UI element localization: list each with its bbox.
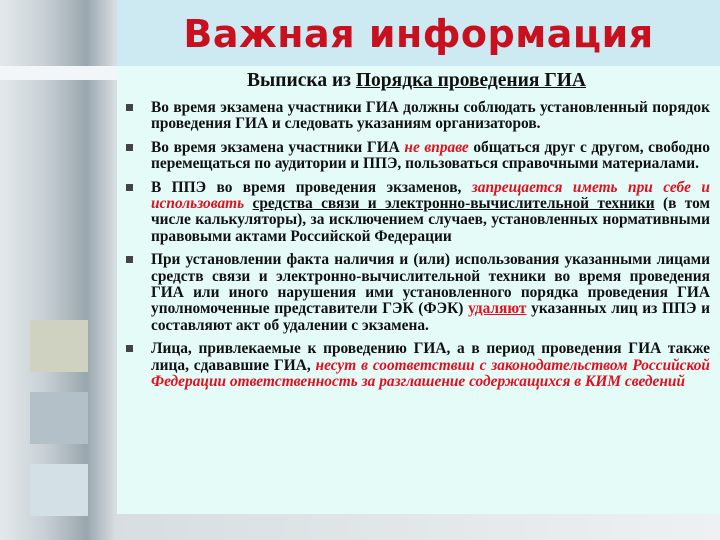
square-bullet-icon: [126, 144, 133, 151]
item-text: При установлении факта наличия и (или) использования указанными лицами средств связи и электронно-вычислительной техники во время проведения ГИА или иного нарушения ими установленного порядка проведения ГИА уполномоченные представители ГЭК (ФЭК): [151, 251, 710, 318]
decorative-square: [30, 464, 88, 516]
item-text: указанных лиц из ППЭ и составляют акт об удалении с экзамена.: [151, 300, 710, 334]
list-item: [123, 341, 710, 390]
square-bullet-icon: [126, 345, 133, 352]
content-panel: [117, 66, 720, 514]
subtitle-document-name: Порядка проведения ГИА: [355, 70, 586, 91]
subtitle-prefix: Выписка из: [247, 70, 356, 91]
list-item: [123, 252, 710, 334]
list-item: [123, 100, 710, 133]
item-underlined: средства связи и электронно-вычислительной техники: [252, 195, 655, 213]
rules-list: [123, 100, 710, 391]
item-emphasis: удаляют: [468, 300, 527, 318]
item-text: (в том числе калькуляторы), за исключением случаев, установленных нормативными правовыми актами Российской Федерации: [151, 195, 710, 245]
list-item: [123, 140, 710, 173]
square-bullet-icon: [126, 104, 133, 111]
item-text: Во время экзамена участники ГИА: [151, 138, 405, 156]
square-bullet-icon: [126, 256, 133, 263]
item-text: Лица, привлекаемые к проведению ГИА, а в период проведения ГИА также лица, сдававшие ГИА,: [151, 340, 710, 374]
item-text: общаться друг с другом, свободно перемещаться по аудитории и ППЭ, пользоваться справочными материалами.: [151, 138, 710, 173]
item-emphasis: несут в соответствии с законодательством Российской Федерации ответственность за разглашение содержащихся в КИМ сведений: [151, 356, 710, 391]
item-emphasis: не вправе: [404, 138, 469, 156]
item-emphasis: запрещается иметь при себе и использовать: [151, 178, 710, 213]
decorative-square: [30, 392, 88, 444]
list-item: [123, 180, 710, 246]
item-text: В ППЭ во время проведения экзаменов,: [151, 178, 472, 196]
page-title: Важная информация: [183, 12, 654, 56]
item-text: Во время экзамена участники ГИА должны соблюдать установленный порядок проведения ГИА и следовать указаниям организаторов.: [151, 99, 710, 133]
decorative-square: [30, 320, 88, 372]
square-bullet-icon: [126, 184, 133, 191]
subtitle: [123, 70, 710, 92]
